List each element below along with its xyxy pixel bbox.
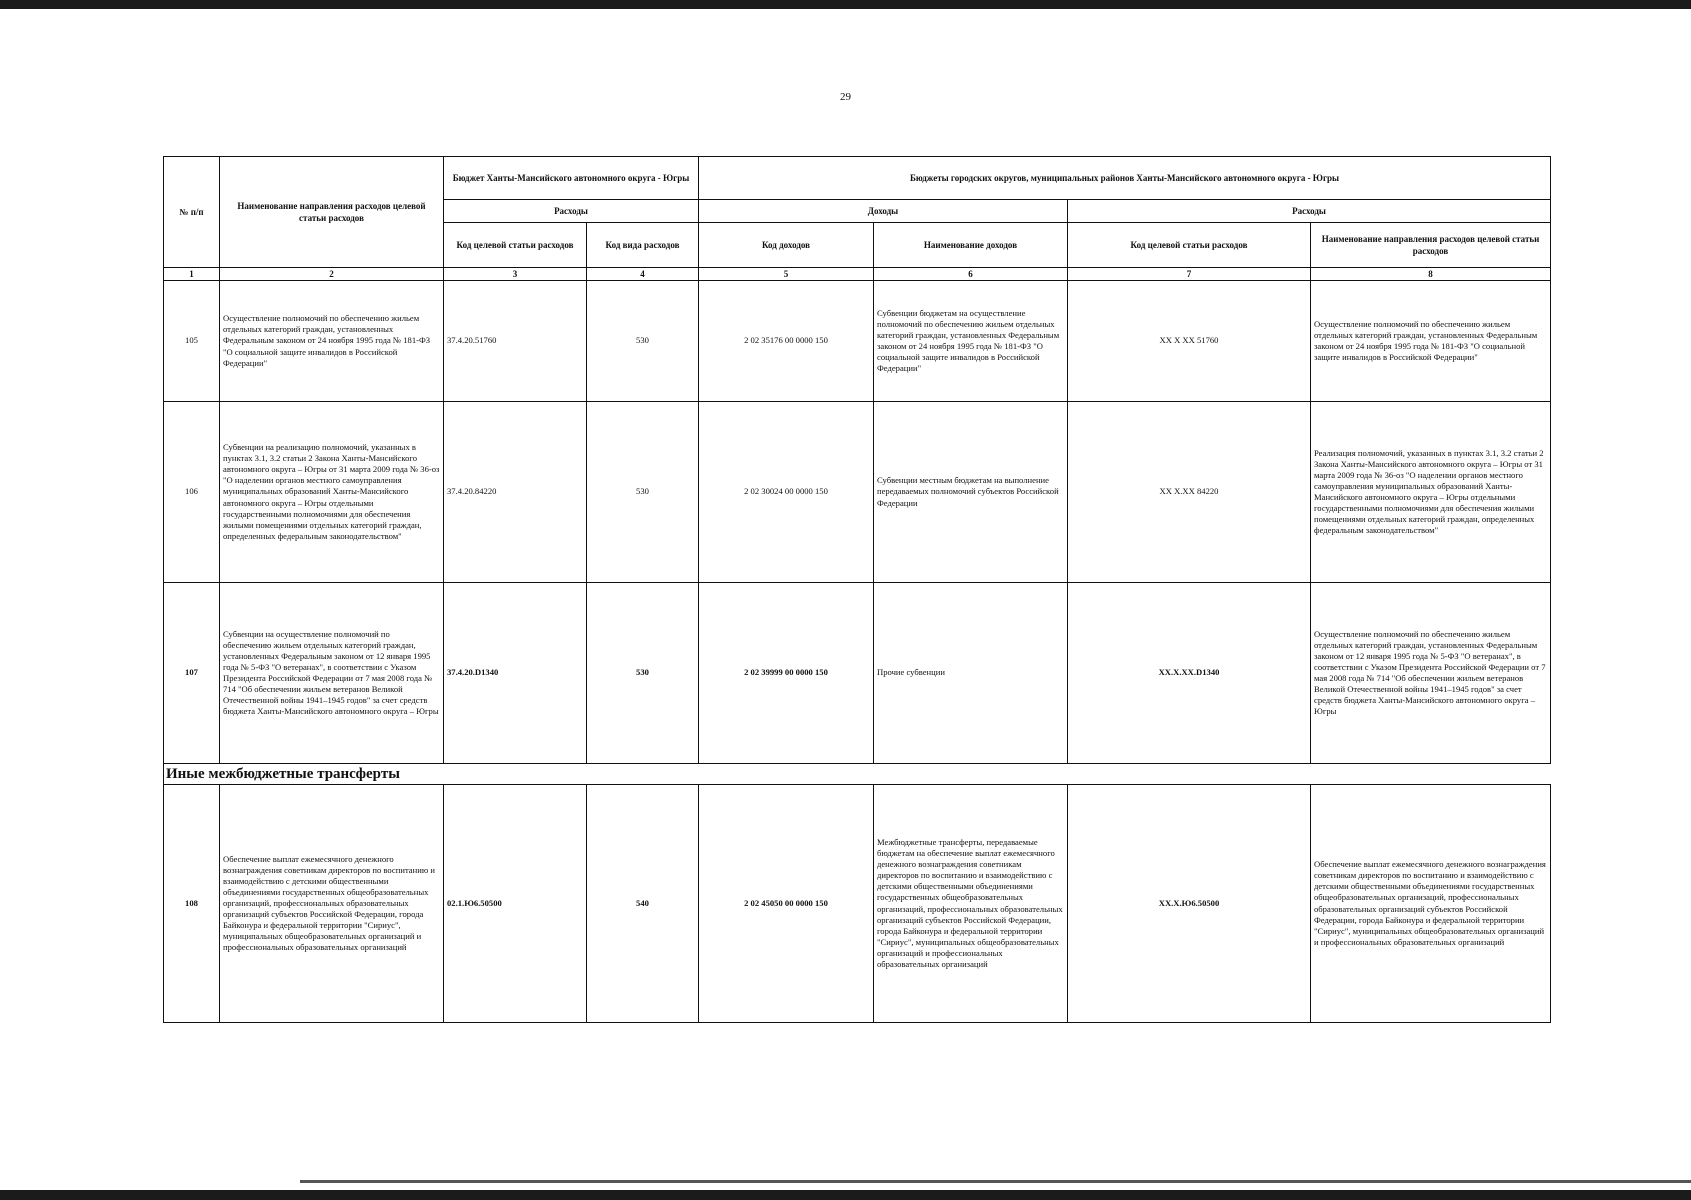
target-code: 02.1.Ю6.50500: [444, 785, 587, 1023]
scan-edge-bottom: [0, 1190, 1691, 1200]
target-code-municipal: XX.X.XX.D1340: [1068, 583, 1311, 764]
column-number: 5: [699, 268, 874, 281]
column-number: 2: [220, 268, 444, 281]
expense-type-code: 530: [587, 281, 699, 402]
header-expenses-okrug: Расходы: [444, 200, 699, 223]
table-row: [164, 402, 1551, 583]
row-number: 106: [164, 402, 220, 583]
expense-type-code: 540: [587, 785, 699, 1023]
income-name: Прочие субвенции: [874, 583, 1068, 764]
row-number: 107: [164, 583, 220, 764]
header-col-name: Наименование направления расходов целевой статьи расходов: [220, 157, 444, 268]
scan-edge-top: [0, 0, 1691, 9]
income-code: 2 02 30024 00 0000 150: [699, 402, 874, 583]
header-target-code-municipal: Код целевой статьи расходов: [1068, 223, 1311, 268]
target-code: 37.4.20.51760: [444, 281, 587, 402]
table-row: [164, 583, 1551, 764]
expense-name: Осуществление полномочий по обеспечению жильем отдельных категорий граждан, установленных Федеральным законом от 24 ноября 1995 года № 181-ФЗ "О социальной защите инвалидов в Российской Федерации": [220, 281, 444, 402]
expense-type-code: 530: [587, 583, 699, 764]
income-code: 2 02 45050 00 0000 150: [699, 785, 874, 1023]
column-number: 8: [1311, 268, 1551, 281]
expense-type-code: 530: [587, 402, 699, 583]
expense-name-municipal: Обеспечение выплат ежемесячного денежного вознаграждения советникам директоров по воспитанию и взаимодействию с детскими общественными объединениями государственных общеобразовательных организаций, профессиональных образовательных организаций субъектов Российской Федерации, города Байконура и федеральной территории "Сириус", муниципальных общеобразовательных организаций и профессиональных образовательных организаций: [1311, 785, 1551, 1023]
column-number: 4: [587, 268, 699, 281]
target-code-municipal: XX X XX 51760: [1068, 281, 1311, 402]
header-expenses-municipal: Расходы: [1068, 200, 1551, 223]
expense-name-municipal: Осуществление полномочий по обеспечению жильем отдельных категорий граждан, установленных Федеральным законом от 12 января 1995 года № 5-ФЗ "О ветеранах", в соответствии с Указом Президента Российской Федерации от 7 мая 2008 года № 714 "Об обеспечении жильем ветеранов Великой Отечественной войны 1941–1945 годов" за счет средств бюджета Ханты-Мансийского автономного округа – Югры: [1311, 583, 1551, 764]
section-row: [164, 764, 1551, 785]
page-number: 29: [840, 91, 851, 103]
row-number: 108: [164, 785, 220, 1023]
column-number: 1: [164, 268, 220, 281]
target-code-municipal: XX.X.Ю6.50500: [1068, 785, 1311, 1023]
budget-table: [163, 156, 1551, 1023]
header-name-municipal: Наименование направления расходов целевой статьи расходов: [1311, 223, 1551, 268]
target-code: 37.4.20.84220: [444, 402, 587, 583]
row-number: 105: [164, 281, 220, 402]
expense-name-municipal: Осуществление полномочий по обеспечению жильем отдельных категорий граждан, установленных Федеральным законом от 24 ноября 1995 года № 181-ФЗ "О социальной защите инвалидов в Российской Федерации": [1311, 281, 1551, 402]
target-code: 37.4.20.D1340: [444, 583, 587, 764]
header-group-okrug: Бюджет Ханты-Мансийского автономного округа - Югры: [444, 157, 699, 200]
header-income: Доходы: [699, 200, 1068, 223]
income-code: 2 02 39999 00 0000 150: [699, 583, 874, 764]
income-name: Межбюджетные трансферты, передаваемые бюджетам на обеспечение выплат ежемесячного денежного вознаграждения советникам директоров по воспитанию и взаимодействию с детскими общественными объединениями государственных общеобразовательных организаций, профессиональных образовательных организаций субъектов Российской Федерации, города Байконура и федеральной территории "Сириус", муниципальных общеобразовательных организаций и профессиональных образовательных организаций: [874, 785, 1068, 1023]
header-target-code: Код целевой статьи расходов: [444, 223, 587, 268]
header-group-municipal: Бюджеты городских округов, муниципальных районов Ханты-Мансийского автономного округа - Югры: [699, 157, 1551, 200]
column-number: 7: [1068, 268, 1311, 281]
header-expense-type: Код вида расходов: [587, 223, 699, 268]
header-income-code: Код доходов: [699, 223, 874, 268]
expense-name: Субвенции на реализацию полномочий, указанных в пунктах 3.1, 3.2 статьи 2 Закона Ханты-Мансийского автономного округа – Югры от 31 марта 2009 года № 36-оз "О наделении органов местного самоуправления муниципальных образований Ханты-Мансийского автономного округа – Югры отдельными государственными полномочиями для обеспечения жилыми помещениями отдельных категорий граждан, определенных федеральным законодательством": [220, 402, 444, 583]
table-row: [164, 281, 1551, 402]
income-code: 2 02 35176 00 0000 150: [699, 281, 874, 402]
scan-edge-bottom-line: [300, 1180, 1691, 1183]
section-title: Иные межбюджетные трансферты: [164, 764, 1551, 785]
header-col-number: № п/п: [164, 157, 220, 268]
column-number: 3: [444, 268, 587, 281]
income-name: Субвенции местным бюджетам на выполнение передаваемых полномочий субъектов Российской Федерации: [874, 402, 1068, 583]
table-row: [164, 785, 1551, 1023]
income-name: Субвенции бюджетам на осуществление полномочий по обеспечению жильем отдельных категорий граждан, установленных Федеральным законом от 24 ноября 1995 года № 181-ФЗ "О социальной защите инвалидов в Российской Федерации": [874, 281, 1068, 402]
target-code-municipal: XX X.XX 84220: [1068, 402, 1311, 583]
header-income-name: Наименование доходов: [874, 223, 1068, 268]
expense-name: Обеспечение выплат ежемесячного денежного вознаграждения советникам директоров по воспитанию и взаимодействию с детскими общественными объединениями государственных общеобразовательных организаций, профессиональных образовательных организаций субъектов Российской Федерации, города Байконура и федеральной территории "Сириус", муниципальных общеобразовательных организаций и профессиональных образовательных организаций: [220, 785, 444, 1023]
expense-name: Субвенции на осуществление полномочий по обеспечению жильем отдельных категорий граждан, установленных Федеральным законом от 12 января 1995 года № 5-ФЗ "О ветеранах", в соответствии с Указом Президента Российской Федерации от 7 мая 2008 года № 714 "Об обеспечении жильем ветеранов Великой Отечественной войны 1941–1945 годов" за счет средств бюджета Ханты-Мансийского автономного округа – Югры: [220, 583, 444, 764]
column-number: 6: [874, 268, 1068, 281]
expense-name-municipal: Реализация полномочий, указанных в пунктах 3.1, 3.2 статьи 2 Закона Ханты-Мансийского автономного округа – Югры от 31 марта 2009 года № 36-оз "О наделении органов местного самоуправления муниципальных образований Ханты-Мансийского автономного округа – Югры отдельными государственными полномочиями для обеспечения жилыми помещениями отдельных категорий граждан, определенных федеральным законодательством": [1311, 402, 1551, 583]
